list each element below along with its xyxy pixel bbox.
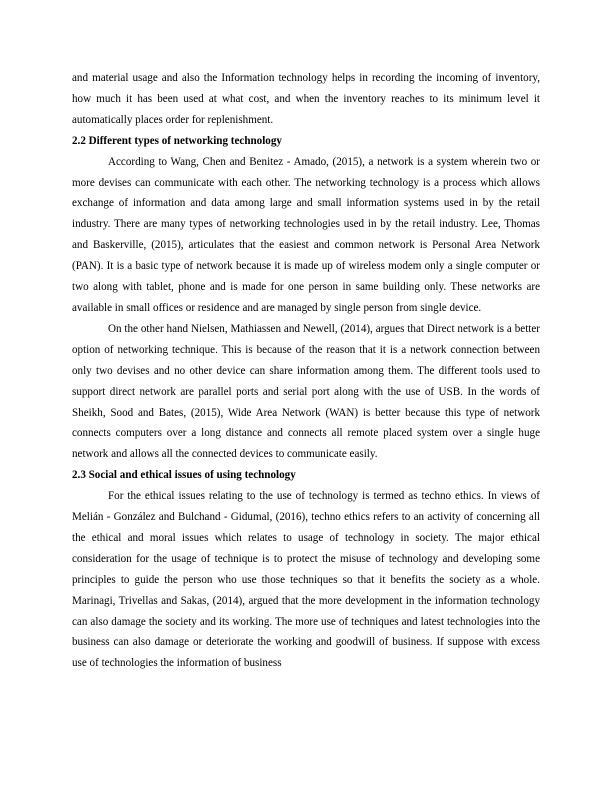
section-heading-2-3: 2.3 Social and ethical issues of using technology bbox=[72, 469, 296, 482]
paragraph-techno-ethics: For the ethical issues relating to the use of technology is termed as techno ethics. In views of Melián - González and Bulchand - Gidumal, (2016), techno ethics refers to an activity of concerning all the ethical and moral issues which relates to usage of technology in society. The major ethical consideration for the usage of technique is to protect the misuse of technology and developing some principles to guide the person who use those techniques so that it benefits the society as a whole. Marinagi, Trivellas and Sakas, (2014), argued that the more development in the information technology can also damage the society and its working. The more use of techniques and latest technologies into the business can also damage or deteriorate the working and goodwill of business. If suppose with excess use of technologies the information of business bbox=[72, 490, 540, 670]
paragraph-direct-network: On the other hand Nielsen, Mathiassen and Newell, (2014), argues that Direct network is a better option of networking technique. This is because of the reason that it is a network connection between only two devises and no other device can share information among them. The different tools used to support direct network are parallel ports and serial port along with the use of USB. In the words of Sheikh, Sood and Bates, (2015), Wide Area Network (WAN) is better because this type of network connects computers over a long distance and connects all remote placed system over a single huge network and allows all the connected devices to communicate easily. bbox=[72, 322, 540, 461]
paragraph-continuation: and material usage and also the Information technology helps in recording the incoming of inventory, how much it has been used at what cost, and when the inventory reaches to its minimum level it automatically places order for replenishment. bbox=[72, 72, 540, 126]
section-heading-2-2: 2.2 Different types of networking technology bbox=[72, 134, 282, 147]
paragraph-network-definition: According to Wang, Chen and Benitez - Amado, (2015), a network is a system wherein two or more devises can communicate with each other. The networking technology is a process which allows exchange of information and data among large and small information systems used in by the retail industry. There are many types of networking technologies used in by the retail industry. Lee, Thomas and Baskerville, (2015), articulates that the easiest and common network is Personal Area Network (PAN). It is a basic type of network because it is made up of wireless modem only a single computer or two along with tablet, phone and is made for one person in same building only. These networks are available in small offices or residence and are managed by single person from single device. bbox=[72, 155, 540, 314]
